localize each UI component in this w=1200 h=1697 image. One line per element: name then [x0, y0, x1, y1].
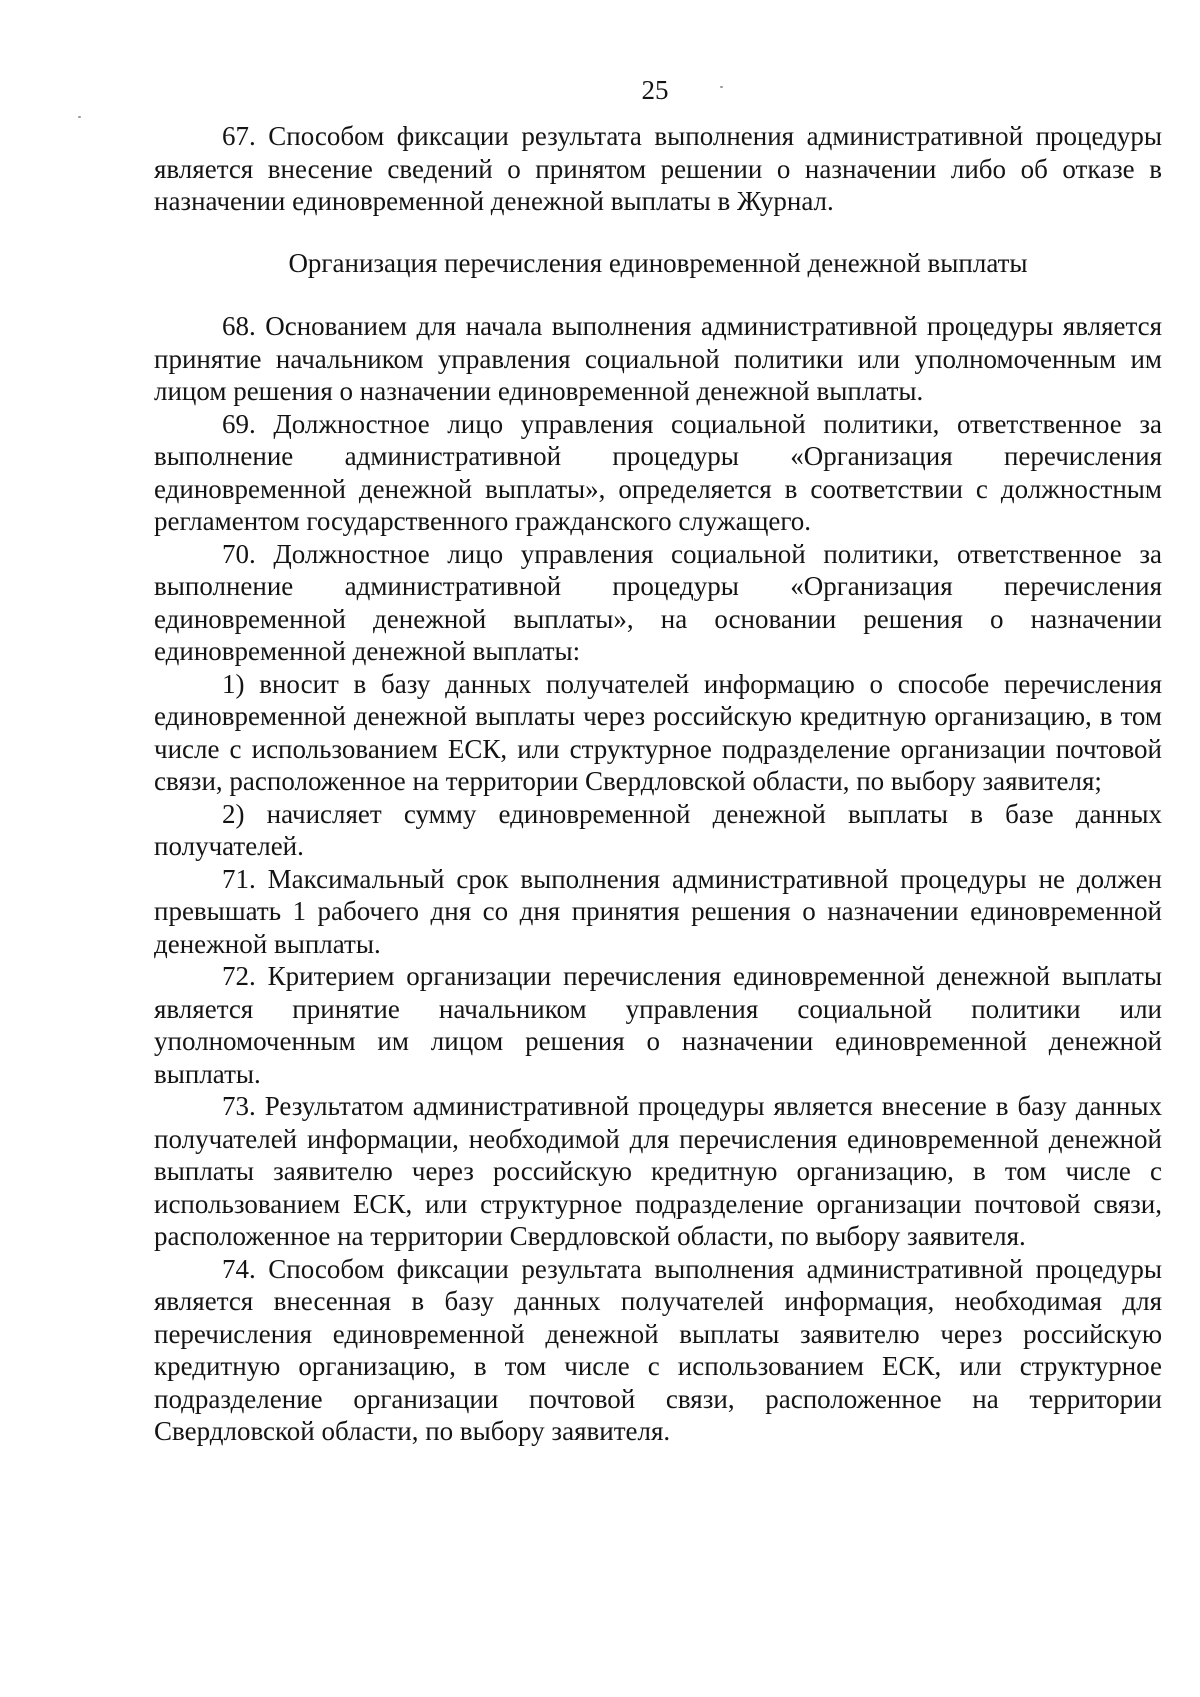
paragraph-73: 73. Результатом административной процедуры является внесение в базу данных получателей информации, необходимой для перечисления единовременной денежной выплаты заявителю через российскую кредитную организацию, в том числе с использованием ЕСК, или структурное подразделение организации почтовой связи, расположенное на территории Свердловской области, по выбору заявителя. [154, 1091, 1162, 1251]
paragraph-68: 68. Основанием для начала выполнения административной процедуры является принятие начальником управления социальной политики или уполномоченным им лицом решения о назначении единовременной денежной выплаты. [154, 311, 1162, 406]
paragraph-70: 70. Должностное лицо управления социальной политики, ответственное за выполнение административной процедуры «Организация перечисления единовременной денежной выплаты», на основании решения о назначении единовременной денежной выплаты: [154, 538, 1162, 666]
paragraph-70-item-2: 2) начисляет сумму единовременной денежной выплаты в базе данных получателей. [154, 798, 1162, 861]
document-body [154, 120, 1162, 1448]
paragraph-72: 72. Критерием организации перечисления единовременной денежной выплаты является принятие начальником управления социальной политики или уполномоченным им лицом решения о назначении единовременной денежной выплаты. [154, 961, 1162, 1089]
scan-speck [78, 116, 81, 118]
paragraph-67: 67. Способом фиксации результата выполнения административной процедуры является внесение сведений о принятом решении о назначении либо об отказе в назначении единовременной денежной выплаты в Журнал. [154, 121, 1162, 216]
paragraph-74: 74. Способом фиксации результата выполнения административной процедуры является внесенная в базу данных получателей информация, необходимая для перечисления единовременной денежной выплаты заявителю через российскую кредитную организацию, в том числе с использованием ЕСК, или структурное подразделение организации почтовой связи, расположенное на территории Свердловской области, по выбору заявителя. [154, 1253, 1162, 1446]
page-number: 25 [641, 75, 669, 105]
paragraph-71: 71. Максимальный срок выполнения административной процедуры не должен превышать 1 рабочего дня со дня принятия решения о назначении единовременной денежной выплаты. [154, 863, 1162, 959]
section-heading: Организация перечисления единовременной денежной выплаты [288, 247, 1028, 278]
scan-speck [720, 86, 723, 88]
paragraph-69: 69. Должностное лицо управления социальной политики, ответственное за выполнение административной процедуры «Организация перечисления единовременной денежной выплаты», определяется в соответствии с должностным регламентом государственного гражданского служащего. [154, 408, 1162, 536]
paragraph-70-item-1: 1) вносит в базу данных получателей информацию о способе перечисления единовременной денежной выплаты через российскую кредитную организацию, в том числе с использованием ЕСК, или структурное подразделение организации почтовой связи, расположенное на территории Свердловской области, по выбору заявителя; [154, 668, 1162, 796]
